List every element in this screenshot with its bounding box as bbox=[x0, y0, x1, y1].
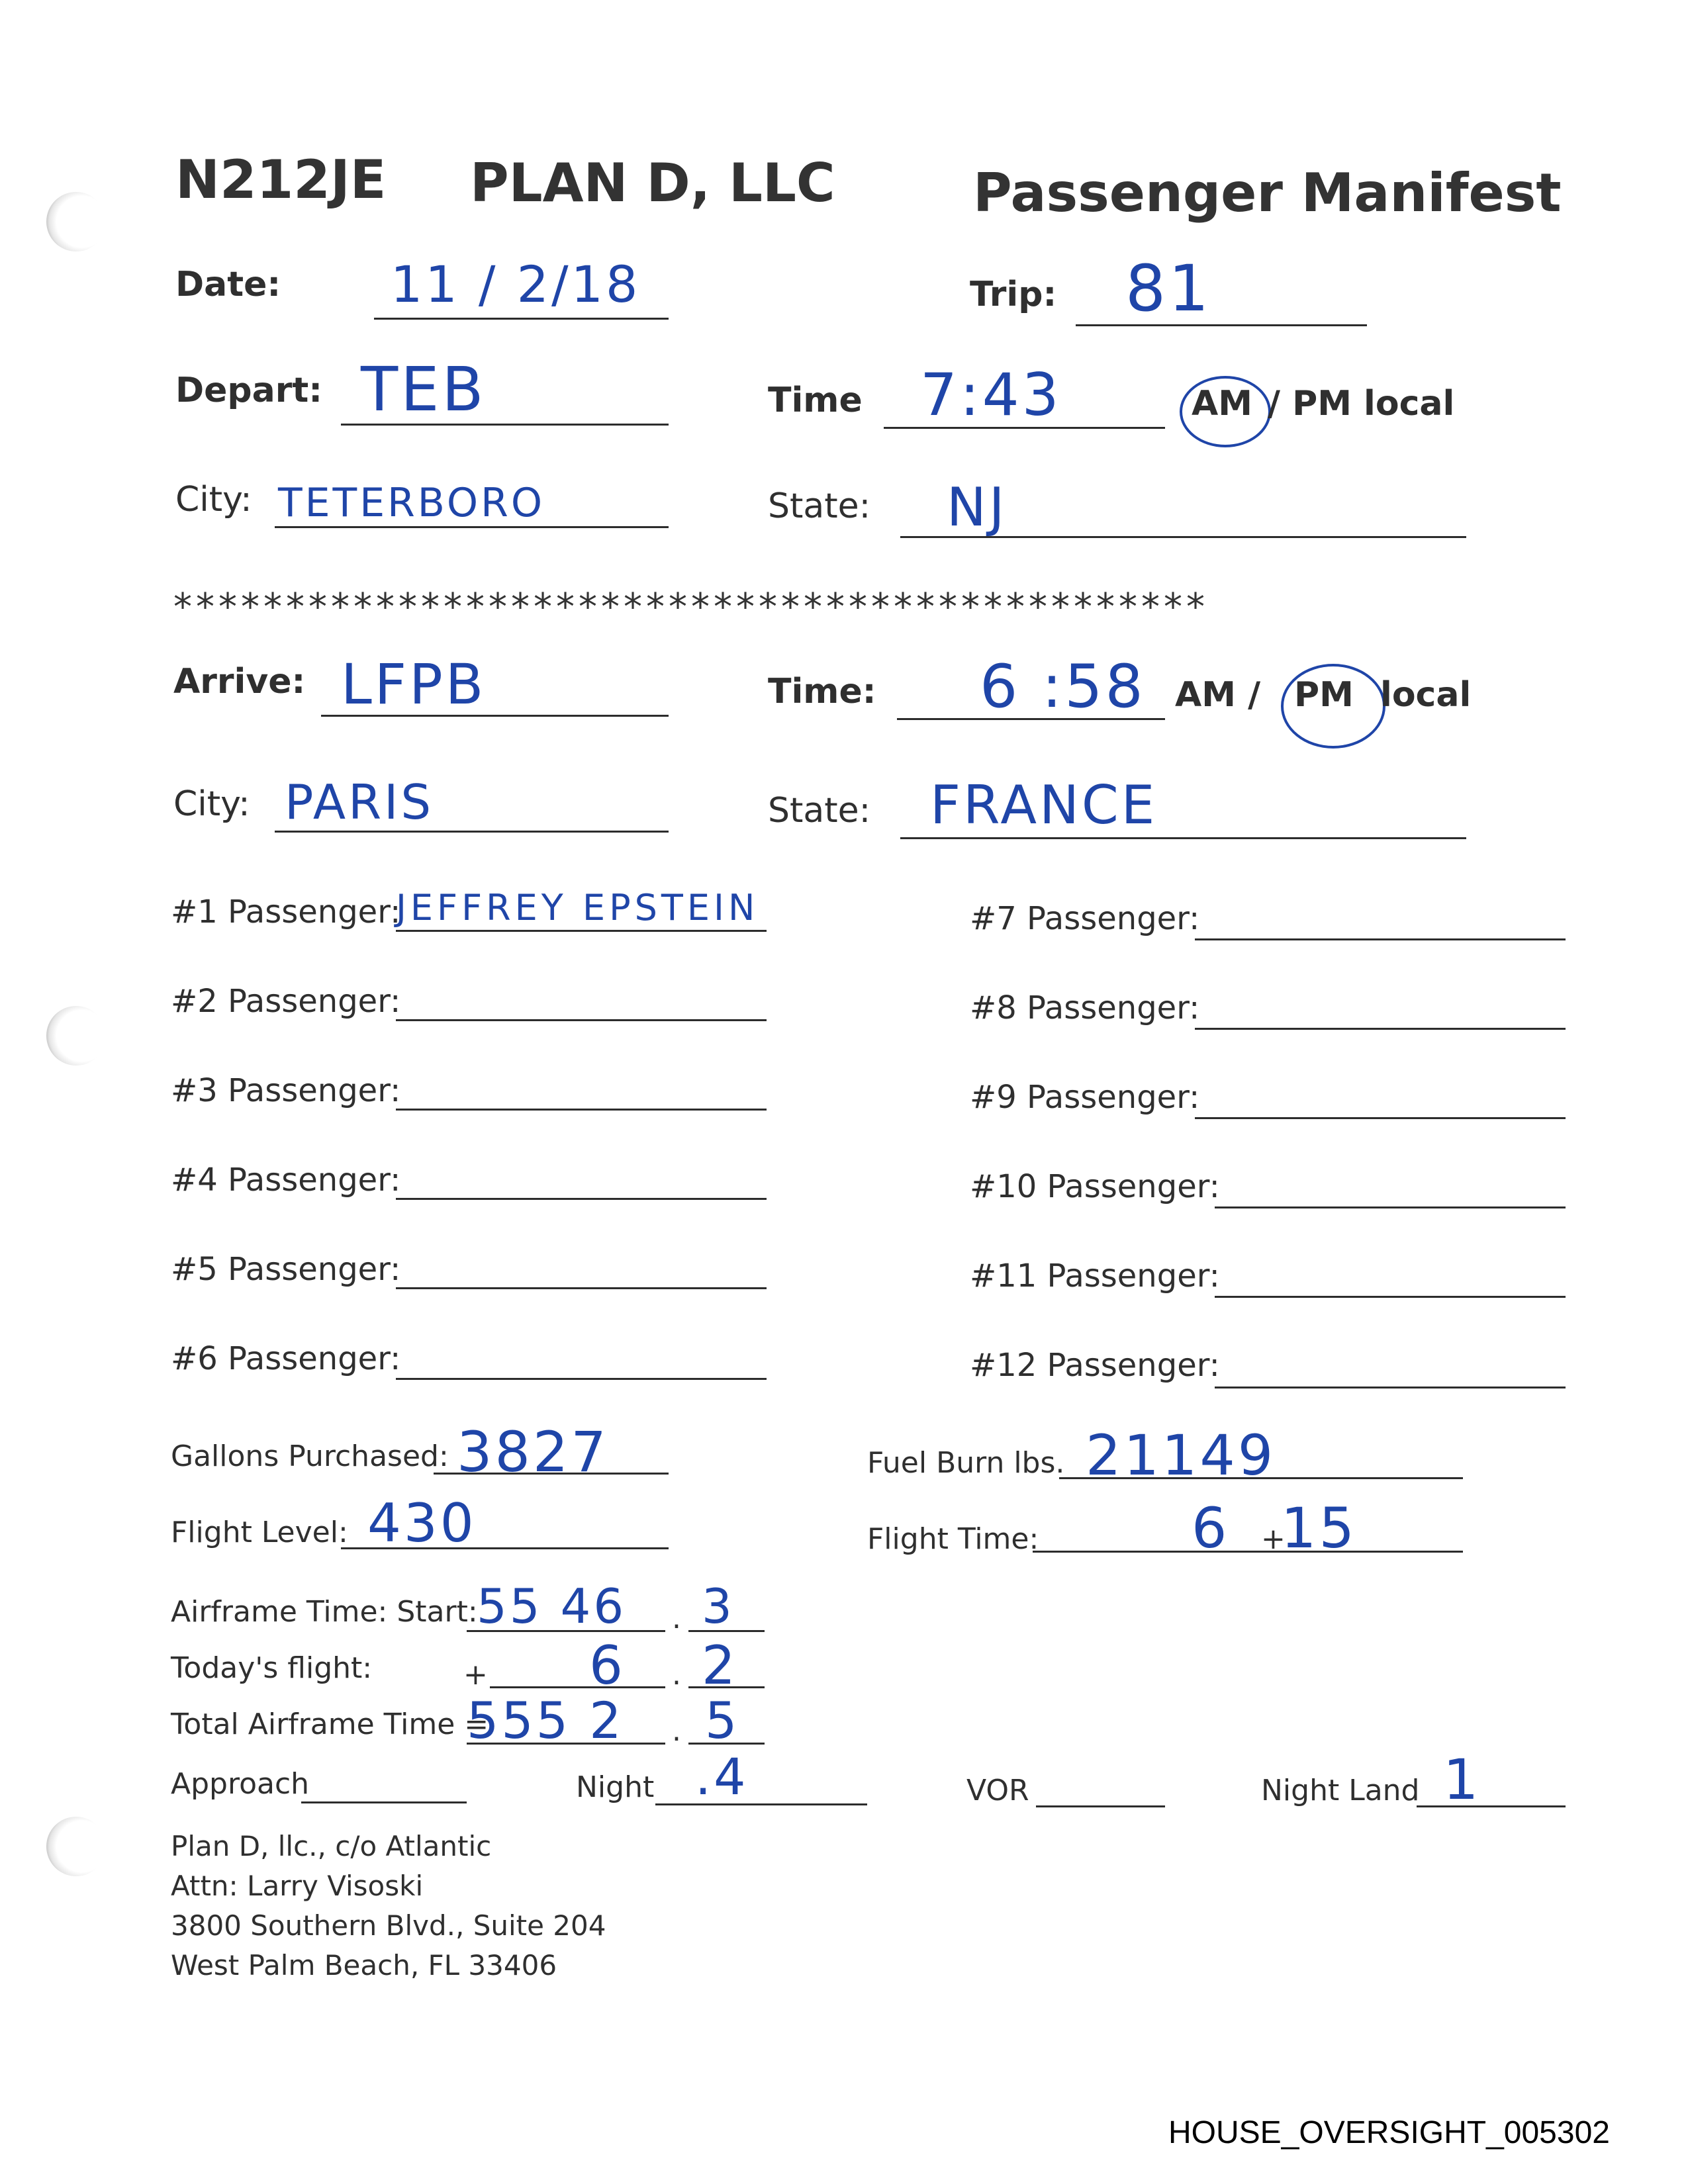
arrive-label: Arrive: bbox=[173, 662, 306, 702]
total-airframe-tenth: 5 bbox=[705, 1691, 740, 1750]
today-flight-label: Today's flight: bbox=[171, 1651, 373, 1685]
night-value: .4 bbox=[695, 1747, 749, 1806]
today-flight-tenth: 2 bbox=[702, 1635, 738, 1696]
depart-value: TEB bbox=[361, 354, 487, 425]
passenger-1-label: #1 Passenger: bbox=[171, 893, 401, 931]
night-land-value: 1 bbox=[1443, 1747, 1481, 1812]
today-flight-plus: + bbox=[463, 1658, 488, 1692]
page-title: Passenger Manifest bbox=[973, 162, 1562, 224]
approach-label: Approach bbox=[171, 1767, 310, 1801]
passenger-2-label: #2 Passenger: bbox=[171, 983, 401, 1020]
gallons-purchased-value: 3827 bbox=[457, 1420, 609, 1484]
depart-pm-local: / PM local bbox=[1268, 384, 1455, 424]
passenger-7-label: #7 Passenger: bbox=[970, 900, 1200, 937]
passenger-11-label: #11 Passenger: bbox=[970, 1257, 1220, 1295]
depart-city-label: City: bbox=[175, 480, 252, 520]
flight-time-minutes: 15 bbox=[1281, 1496, 1357, 1561]
passenger-1-value: JEFFREY EPSTEIN bbox=[396, 887, 759, 929]
airframe-start-dot: . bbox=[672, 1602, 681, 1635]
gallons-purchased-underline bbox=[434, 1473, 669, 1475]
section-separator: ********************************************** bbox=[173, 586, 1209, 629]
passenger-5-label: #5 Passenger: bbox=[171, 1251, 401, 1288]
passenger-10-label: #10 Passenger: bbox=[970, 1168, 1220, 1205]
flight-time-plus: + bbox=[1261, 1522, 1286, 1556]
arrive-am-option: AM / bbox=[1175, 675, 1261, 715]
night-underline bbox=[655, 1803, 867, 1805]
flight-level-value: 430 bbox=[367, 1492, 477, 1554]
airframe-start-tenth-underline bbox=[688, 1630, 765, 1632]
arrive-state-value: FRANCE bbox=[930, 774, 1158, 836]
night-land-label: Night Land bbox=[1261, 1774, 1420, 1807]
approach-underline bbox=[301, 1801, 467, 1803]
passenger-12-label: #12 Passenger: bbox=[970, 1347, 1220, 1384]
date-value: 11 / 2/18 bbox=[391, 255, 641, 314]
passenger-7-underline bbox=[1195, 938, 1566, 940]
company-name: PLAN D, LLC bbox=[470, 152, 835, 214]
today-flight-whole-underline bbox=[490, 1686, 665, 1688]
fuel-burn-underline bbox=[1059, 1477, 1463, 1479]
total-airframe-whole-underline bbox=[467, 1743, 665, 1745]
trip-underline bbox=[1076, 324, 1367, 326]
address-line-1: Plan D, llc., c/o Atlantic bbox=[171, 1830, 492, 1862]
airframe-start-label: Airframe Time: Start: bbox=[171, 1595, 478, 1629]
depart-time-value: 7:43 bbox=[920, 361, 1062, 429]
depart-state-value: NJ bbox=[947, 477, 1008, 538]
flight-time-label: Flight Time: bbox=[867, 1522, 1039, 1556]
date-underline bbox=[374, 318, 669, 320]
arrive-underline bbox=[321, 715, 669, 717]
passenger-1-underline bbox=[396, 930, 767, 932]
passenger-5-underline bbox=[396, 1287, 767, 1289]
night-label: Night bbox=[576, 1770, 655, 1804]
flight-level-underline bbox=[341, 1547, 669, 1549]
total-airframe-label: Total Airframe Time = bbox=[171, 1707, 489, 1741]
fuel-burn-value: 21149 bbox=[1086, 1423, 1276, 1488]
binder-hole-top bbox=[46, 192, 106, 251]
passenger-10-underline bbox=[1215, 1206, 1566, 1208]
address-line-4: West Palm Beach, FL 33406 bbox=[171, 1949, 557, 1981]
trip-value: 81 bbox=[1125, 251, 1212, 326]
arrive-city-value: PARIS bbox=[285, 774, 434, 830]
arrive-city-label: City: bbox=[173, 784, 250, 824]
depart-state-underline bbox=[900, 536, 1466, 538]
passenger-4-label: #4 Passenger: bbox=[171, 1161, 401, 1199]
arrive-state-underline bbox=[900, 837, 1466, 839]
gallons-purchased-label: Gallons Purchased: bbox=[171, 1439, 449, 1473]
vor-underline bbox=[1036, 1805, 1165, 1807]
today-flight-whole: 6 bbox=[589, 1635, 626, 1696]
arrive-city-underline bbox=[275, 831, 669, 833]
passenger-6-underline bbox=[396, 1378, 767, 1380]
total-airframe-whole: 555 2 bbox=[467, 1691, 624, 1750]
today-flight-tenth-underline bbox=[688, 1686, 765, 1688]
airframe-start-whole-underline bbox=[467, 1630, 665, 1632]
depart-label: Depart: bbox=[175, 371, 323, 410]
depart-am-circle bbox=[1180, 376, 1271, 447]
flight-level-label: Flight Level: bbox=[171, 1516, 348, 1549]
passenger-6-label: #6 Passenger: bbox=[171, 1340, 401, 1377]
passenger-11-underline bbox=[1215, 1296, 1566, 1298]
passenger-3-label: #3 Passenger: bbox=[171, 1072, 401, 1109]
arrive-time-label: Time: bbox=[768, 672, 876, 711]
arrive-value: LFPB bbox=[341, 652, 487, 717]
arrive-time-value: 6 :58 bbox=[980, 652, 1146, 721]
total-airframe-tenth-underline bbox=[688, 1743, 765, 1745]
document-id: HOUSE_OVERSIGHT_005302 bbox=[1168, 2115, 1610, 2150]
passenger-8-label: #8 Passenger: bbox=[970, 989, 1200, 1026]
date-label: Date: bbox=[175, 265, 281, 304]
depart-underline bbox=[341, 424, 669, 426]
total-airframe-dot: . bbox=[672, 1714, 681, 1748]
address-line-3: 3800 Southern Blvd., Suite 204 bbox=[171, 1909, 606, 1942]
address-line-2: Attn: Larry Visoski bbox=[171, 1870, 424, 1902]
binder-hole-middle bbox=[46, 1006, 106, 1066]
depart-state-label: State: bbox=[768, 486, 871, 526]
passenger-12-underline bbox=[1215, 1387, 1566, 1388]
night-land-underline bbox=[1417, 1805, 1566, 1807]
trip-label: Trip: bbox=[970, 275, 1057, 314]
arrive-pm-option: PM bbox=[1294, 675, 1354, 715]
depart-am-option: AM bbox=[1192, 384, 1252, 424]
flight-time-hours: 6 bbox=[1192, 1496, 1230, 1561]
arrive-pm-circle bbox=[1281, 664, 1385, 749]
passenger-3-underline bbox=[396, 1109, 767, 1111]
arrive-time-underline bbox=[897, 718, 1165, 720]
airframe-start-tenth: 3 bbox=[702, 1578, 735, 1634]
depart-time-label: Time bbox=[768, 381, 863, 420]
binder-hole-bottom bbox=[46, 1817, 106, 1876]
depart-city-value: TETERBORO bbox=[278, 480, 545, 526]
passenger-4-underline bbox=[396, 1198, 767, 1200]
fuel-burn-label: Fuel Burn lbs. bbox=[867, 1446, 1065, 1480]
passenger-8-underline bbox=[1195, 1028, 1566, 1030]
passenger-2-underline bbox=[396, 1019, 767, 1021]
airframe-start-whole: 55 46 bbox=[477, 1578, 627, 1634]
today-flight-dot: . bbox=[672, 1658, 681, 1692]
arrive-state-label: State: bbox=[768, 791, 871, 831]
flight-time-underline bbox=[1033, 1551, 1463, 1553]
tail-number: N212JE bbox=[175, 149, 387, 210]
passenger-9-underline bbox=[1195, 1117, 1566, 1119]
passenger-9-label: #9 Passenger: bbox=[970, 1079, 1200, 1116]
depart-city-underline bbox=[275, 526, 669, 528]
vor-label: VOR bbox=[966, 1774, 1029, 1807]
depart-time-underline bbox=[884, 427, 1165, 429]
arrive-local-label: local bbox=[1380, 675, 1472, 715]
